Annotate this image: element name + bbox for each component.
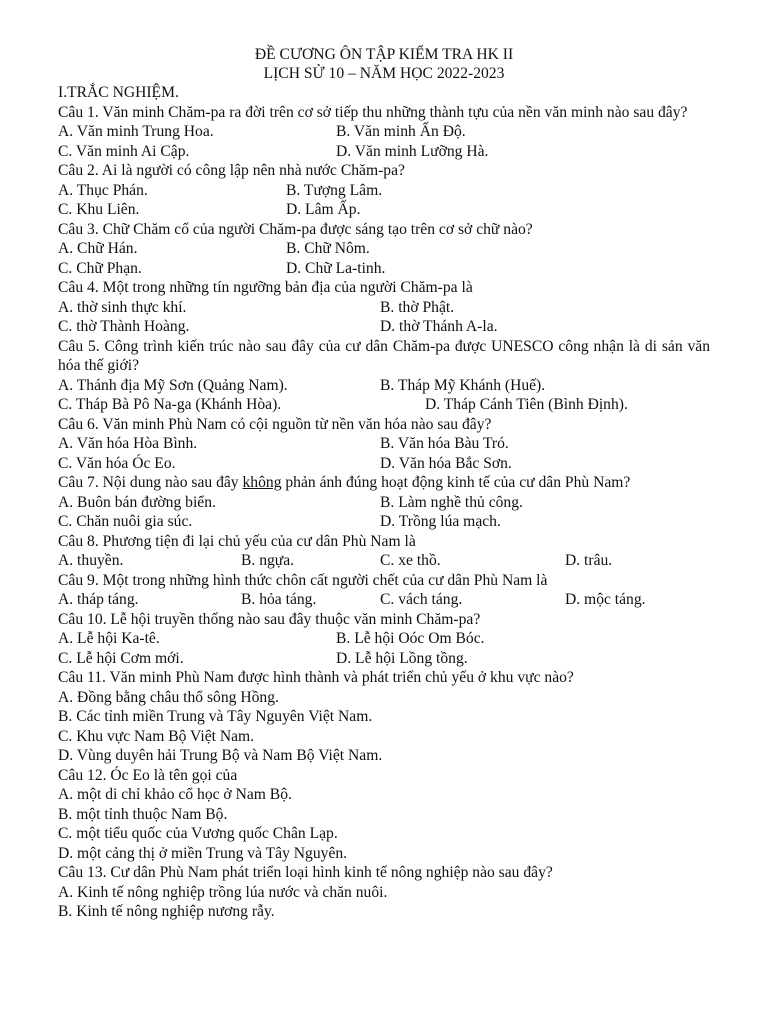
option-d: D. trâu. (565, 552, 613, 569)
options-row (58, 649, 710, 669)
option-c: C. Chữ Phạn. (58, 259, 142, 277)
option-a: A. Lễ hội Ka-tê. (58, 630, 160, 647)
option-b: B. Văn minh Ấn Độ. (336, 123, 466, 140)
option-c: C. xe thồ. (380, 552, 441, 569)
option-b: B. Làm nghề thủ công. (380, 493, 523, 511)
options-row (58, 181, 710, 201)
question-9: Câu 9. Một trong những hình thức chôn cất người chết của cư dân Phù Nam là (58, 571, 548, 589)
emphasis-word: không (242, 474, 282, 491)
options-row (58, 200, 710, 220)
option-c: C. Lễ hội Cơm mới. (58, 649, 184, 667)
options-row (58, 259, 710, 279)
options-row (58, 376, 710, 396)
option-d: D. Lâm Ấp. (286, 201, 361, 218)
option-d: D. một cảng thị ở miền Trung và Tây Nguyên. (58, 844, 348, 862)
question-11: Câu 11. Văn minh Phù Nam được hình thành và phát triển chủ yếu ở khu vực nào? (58, 669, 574, 686)
options-row (58, 142, 710, 162)
options-row (58, 239, 710, 259)
options-row (58, 434, 710, 454)
option-d: D. Chữ La-tinh. (286, 259, 386, 277)
option-c: C. Văn minh Ai Cập. (58, 142, 190, 160)
option-d: D. mộc táng. (565, 591, 646, 608)
option-d: D. Văn minh Lưỡng Hà. (336, 142, 489, 160)
option-d: D. Trồng lúa mạch. (380, 513, 501, 530)
option-b: B. thờ Phật. (380, 298, 455, 316)
question-7 (58, 473, 710, 493)
option-a: A. thờ sinh thực khí. (58, 298, 187, 316)
option-a: A. Đồng bằng châu thổ sông Hồng. (58, 688, 279, 706)
question-12: Câu 12. Óc Eo là tên gọi của (58, 766, 238, 784)
option-c: C. Khu vực Nam Bộ Việt Nam. (58, 727, 255, 745)
option-b: B. Các tỉnh miền Trung và Tây Nguyên Việt Nam. (58, 708, 373, 725)
option-d: D. Vùng duyên hải Trung Bộ và Nam Bộ Việt Nam. (58, 747, 383, 764)
question-1: Câu 1. Văn minh Chăm-pa ra đời trên cơ sở tiếp thu những thành tựu của nền văn minh nào sau đây? (58, 103, 688, 121)
option-c: C. Văn hóa Óc Eo. (58, 454, 176, 472)
option-c: C. Khu Liên. (58, 201, 140, 218)
options-row (58, 512, 710, 532)
options-row (58, 590, 710, 610)
option-d: D. thờ Thánh A-la. (380, 318, 498, 335)
option-d: D. Lễ hội Lồng tồng. (336, 649, 468, 667)
document-header (58, 0, 710, 83)
option-b: B. Tháp Mỹ Khánh (Huế). (380, 376, 546, 394)
question-4: Câu 4. Một trong những tín ngưỡng bản địa của người Chăm-pa là (58, 279, 473, 296)
option-b: B. Tượng Lâm. (286, 181, 383, 199)
options-row (58, 317, 710, 337)
option-d: D. Tháp Cánh Tiên (Bình Định). (425, 396, 628, 413)
option-a: A. Thánh địa Mỹ Sơn (Quảng Nam). (58, 376, 288, 394)
question-7-pre: Câu 7. Nội dung nào sau đây (58, 474, 243, 491)
option-a: A. Chữ Hán. (58, 240, 138, 257)
option-a: A. Văn hóa Hòa Bình. (58, 435, 198, 452)
question-6: Câu 6. Văn minh Phù Nam có cội nguồn từ nền văn hóa nào sau đây? (58, 415, 492, 433)
option-b: B. Lễ hội Oóc Om Bóc. (336, 630, 485, 647)
option-c: C. vách táng. (380, 591, 463, 608)
option-a: A. Buôn bán đường biển. (58, 493, 216, 511)
question-5: Câu 5. Công trình kiến trúc nào sau đây của cư dân Chăm-pa được UNESCO công nhận là di sản văn hóa thế giới? (58, 337, 710, 374)
document-title: ĐỀ CƯƠNG ÔN TẬP KIỂM TRA HK II (254, 46, 514, 63)
option-b: B. Văn hóa Bàu Tró. (380, 435, 509, 452)
option-c: C. Chăn nuôi gia súc. (58, 513, 193, 530)
option-d: D. Văn hóa Bắc Sơn. (380, 454, 512, 472)
option-a: A. tháp táng. (58, 591, 139, 608)
section-heading: I.TRẮC NGHIỆM. (58, 84, 179, 101)
option-a: A. Kinh tế nông nghiệp trồng lúa nước và chăn nuôi. (58, 883, 388, 901)
option-a: A. Văn minh Trung Hoa. (58, 123, 214, 140)
option-c: C. Tháp Bà Pô Na-ga (Khánh Hòa). (58, 396, 282, 413)
options-row (58, 629, 710, 649)
option-b: B. Kinh tế nông nghiệp nương rẫy. (58, 903, 275, 920)
option-a: A. Thục Phán. (58, 181, 148, 199)
question-10: Câu 10. Lễ hội truyền thống nào sau đây thuộc văn minh Chăm-pa? (58, 610, 481, 628)
question-13: Câu 13. Cư dân Phù Nam phát triển loại hình kinh tế nông nghiệp nào sau đây? (58, 864, 553, 881)
options-row (58, 551, 710, 571)
option-b: B. ngựa. (241, 552, 295, 569)
option-b: B. một tỉnh thuộc Nam Bộ. (58, 805, 228, 823)
option-a: A. thuyền. (58, 552, 124, 569)
question-2: Câu 2. Ai là người có công lập nên nhà nước Chăm-pa? (58, 162, 405, 179)
options-row (58, 454, 710, 474)
question-8: Câu 8. Phương tiện đi lại chủ yếu của cư dân Phù Nam là (58, 532, 416, 550)
question-7-post: phản ánh đúng hoạt động kinh tế của cư dân Phù Nam? (281, 474, 631, 491)
options-row (58, 298, 710, 318)
option-a: A. một di chỉ khảo cổ học ở Nam Bộ. (58, 786, 292, 803)
options-row (58, 395, 710, 415)
options-row (58, 493, 710, 513)
question-3: Câu 3. Chữ Chăm cổ của người Chăm-pa được sáng tạo trên cơ sở chữ nào? (58, 220, 533, 238)
options-row (58, 122, 710, 142)
option-c: C. thờ Thành Hoàng. (58, 318, 190, 335)
option-c: C. một tiểu quốc của Vương quốc Chân Lạp. (58, 825, 338, 842)
option-b: B. hỏa táng. (241, 591, 317, 608)
option-b: B. Chữ Nôm. (286, 240, 370, 257)
document-subtitle: LỊCH SỬ 10 – NĂM HỌC 2022-2023 (263, 65, 505, 82)
